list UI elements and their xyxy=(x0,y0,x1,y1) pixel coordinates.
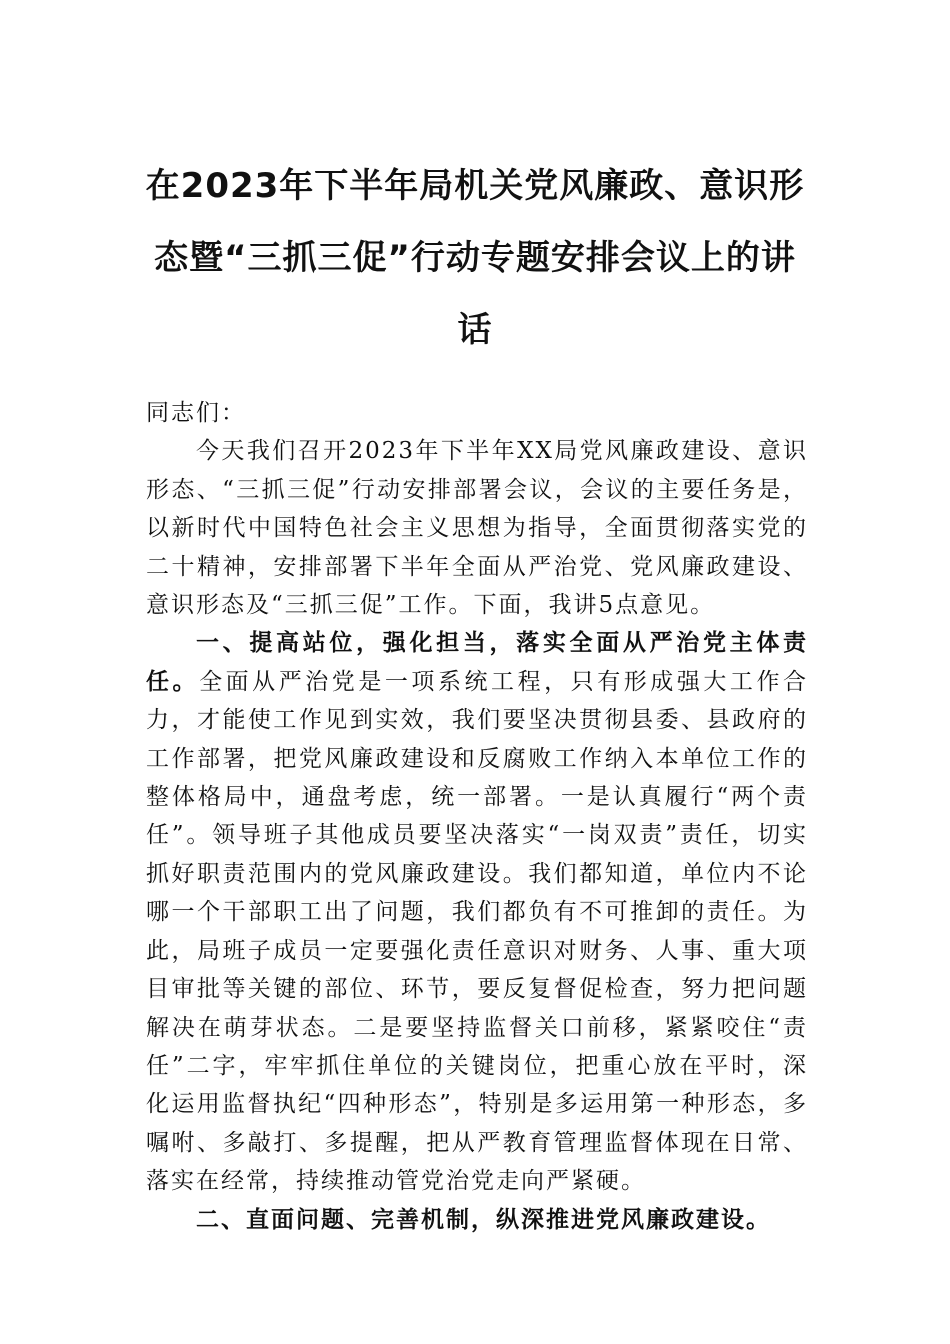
section-2-heading: 二、直面问题、完善机制，纵深推进党风廉政建设。 xyxy=(196,1206,771,1233)
document-body xyxy=(146,394,808,1239)
section-1-body: 全面从严治党是一项系统工程，只有形成强大工作合力，才能使工作见到实效，我们要坚决贯彻县委、县政府的工作部署，把党风廉政建设和反腐败工作纳入本单位工作的整体格局中，通盘考虑，统一部署。一是认真履行“两个责任”。领导班子其他成员要坚决落实“一岗双责”责任，切实抓好职责范围内的党风廉政建设。我们都知道，单位内不论哪一个干部职工出了问题，我们都负有不可推卸的责任。为此，局班子成员一定要强化责任意识对财务、人事、重大项目审批等关键的部位、环节，要反复督促检查，努力把问题解决在萌芽状态。二是要坚持监督关口前移，紧紧咬住“责任”二字，牢牢抓住单位的关键岗位，把重心放在平时，深化运用监督执纪“四种形态”，特别是多运用第一种形态，多嘱咐、多敲打、多提醒，把从严教育管理监督体现在日常、落实在经常，持续推动管党治党走向严紧硬。 xyxy=(146,668,809,1195)
document-title: 在2023年下半年局机关党风廉政、意识形态暨“三抓三促”行动专题安排会议上的讲话 xyxy=(145,166,805,350)
section-1-paragraph xyxy=(146,624,808,1200)
salutation: 同志们： xyxy=(146,400,246,426)
intro-paragraph: 今天我们召开2023年下半年XX局党风廉政建设、意识形态、“三抓三促”行动安排部署会议，会议的主要任务是，以新时代中国特色社会主义思想为指导，全面贯彻落实党的二十精神，安排部署下半年全面从严治党、党风廉政建设、意识形态及“三抓三促”工作。下面，我讲5点意见。 xyxy=(146,438,808,619)
section-1-heading: 一、提高站位，强化担当，落实全面从严治党主体责任。 xyxy=(146,630,808,695)
